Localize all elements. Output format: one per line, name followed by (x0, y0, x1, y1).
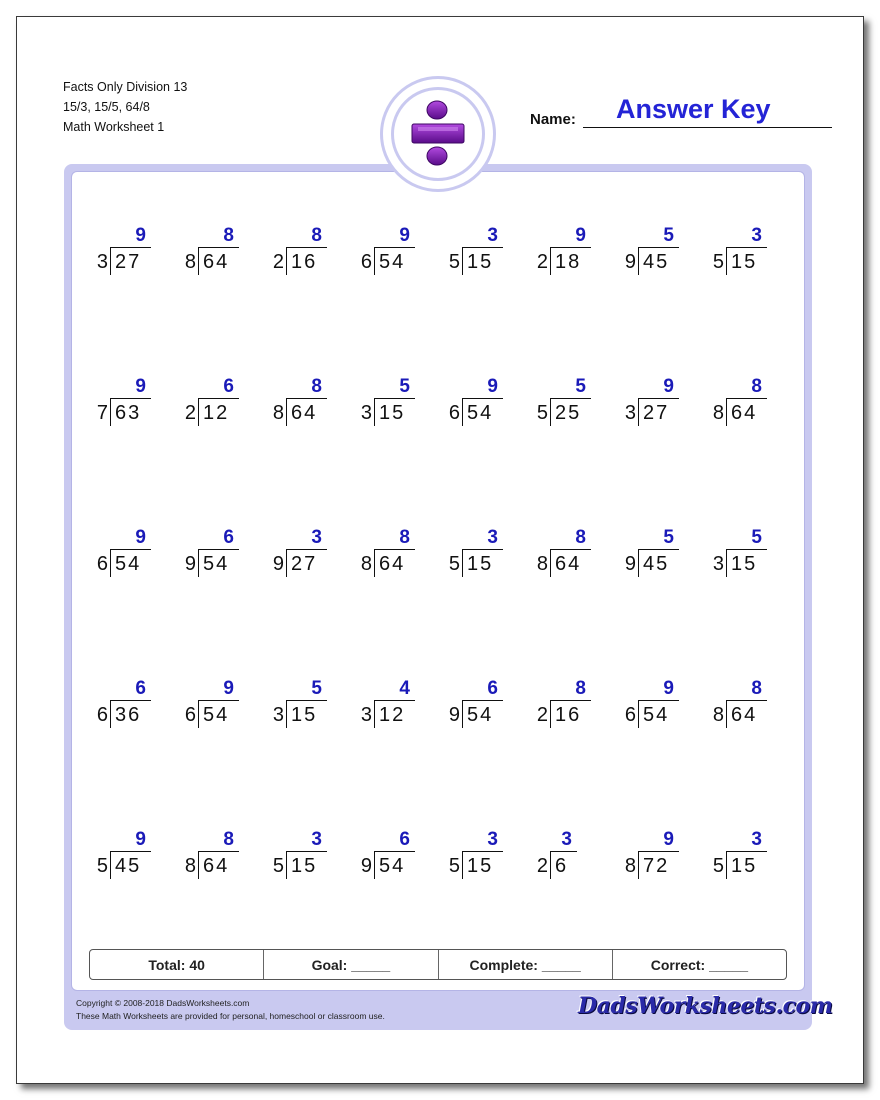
divisor: 8 (712, 402, 724, 424)
divisor: 9 (360, 855, 372, 877)
divisor: 2 (272, 251, 284, 273)
division-sign-icon (394, 90, 482, 178)
divisor: 8 (360, 553, 372, 575)
dividend: 25 (555, 402, 582, 424)
dividend: 15 (731, 553, 758, 575)
quotient-answer: 5 (663, 225, 676, 246)
division-problem (432, 829, 514, 885)
dividend: 15 (731, 251, 758, 273)
dividend: 12 (203, 402, 230, 424)
dividend: 27 (115, 251, 142, 273)
problems-frame (64, 164, 833, 1030)
quotient-answer: 9 (399, 225, 412, 246)
divisor: 2 (536, 251, 548, 273)
dividend: 64 (379, 553, 406, 575)
division-problem (256, 225, 338, 281)
quotient-answer: 8 (575, 527, 588, 548)
division-problem (432, 678, 514, 734)
quotient-answer: 9 (663, 376, 676, 397)
quotient-answer: 9 (135, 527, 148, 548)
division-problem (520, 527, 602, 583)
quotient-answer: 8 (311, 225, 324, 246)
divisor: 3 (360, 704, 372, 726)
division-problem (608, 376, 690, 432)
quotient-answer: 9 (135, 829, 148, 850)
division-problem (696, 225, 778, 281)
divisor: 9 (272, 553, 284, 575)
quotient-answer: 5 (575, 376, 588, 397)
quotient-answer: 9 (223, 678, 236, 699)
quotient-answer: 3 (311, 527, 324, 548)
dividend: 36 (115, 704, 142, 726)
divisor: 6 (360, 251, 372, 273)
divisor: 3 (360, 402, 372, 424)
quotient-answer: 9 (135, 225, 148, 246)
divisor: 6 (96, 553, 108, 575)
divisor: 8 (536, 553, 548, 575)
dividend: 64 (203, 251, 230, 273)
quotient-answer: 8 (575, 678, 588, 699)
dividend: 54 (467, 402, 494, 424)
dividend: 15 (291, 855, 318, 877)
name-label: Name: (530, 111, 576, 128)
logo-ring (391, 87, 485, 181)
dividend: 54 (467, 704, 494, 726)
division-problem (80, 678, 162, 734)
division-problem (432, 225, 514, 281)
division-problem (256, 527, 338, 583)
division-problem (344, 527, 426, 583)
quotient-answer: 6 (487, 678, 500, 699)
quotient-answer: 3 (487, 225, 500, 246)
dividend: 72 (643, 855, 670, 877)
dividend: 64 (291, 402, 318, 424)
logo-badge (380, 76, 496, 192)
dividend: 15 (467, 251, 494, 273)
divisor: 2 (184, 402, 196, 424)
quotient-answer: 5 (311, 678, 324, 699)
division-problem (520, 225, 602, 281)
division-problem (520, 678, 602, 734)
quotient-answer: 6 (223, 527, 236, 548)
division-problem (344, 829, 426, 885)
quotient-answer: 3 (487, 829, 500, 850)
footer-copyright (76, 997, 385, 1023)
dividend: 54 (379, 251, 406, 273)
dividend: 54 (203, 704, 230, 726)
dividend: 64 (203, 855, 230, 877)
worksheet-title (63, 77, 187, 137)
quotient-answer: 9 (663, 829, 676, 850)
quotient-answer: 6 (223, 376, 236, 397)
divisor: 6 (624, 704, 636, 726)
dividend: 63 (115, 402, 142, 424)
divisor: 8 (184, 855, 196, 877)
quotient-answer: 9 (487, 376, 500, 397)
divisor: 9 (184, 553, 196, 575)
dividend: 64 (731, 402, 758, 424)
division-problem (520, 829, 602, 885)
quotient-answer: 8 (223, 829, 236, 850)
quotient-answer: 5 (663, 527, 676, 548)
division-problem (520, 376, 602, 432)
quotient-answer: 3 (487, 527, 500, 548)
division-problem (696, 376, 778, 432)
division-problem (80, 829, 162, 885)
division-problem (696, 829, 778, 885)
brand-logo: DadsWorksheets.com (578, 993, 833, 1019)
dividend: 6 (555, 855, 569, 877)
divisor: 8 (184, 251, 196, 273)
name-field (530, 94, 832, 128)
dividend: 16 (555, 704, 582, 726)
quotient-answer: 3 (751, 225, 764, 246)
quotient-answer: 8 (311, 376, 324, 397)
divisor: 6 (96, 704, 108, 726)
divisor: 8 (272, 402, 284, 424)
dividend: 15 (731, 855, 758, 877)
dividend: 27 (643, 402, 670, 424)
divisor: 8 (624, 855, 636, 877)
quotient-answer: 3 (751, 829, 764, 850)
quotient-answer: 5 (399, 376, 412, 397)
divisor: 6 (184, 704, 196, 726)
divisor: 5 (712, 251, 724, 273)
name-line (583, 127, 832, 128)
division-problem (256, 678, 338, 734)
divisor: 8 (712, 704, 724, 726)
divisor: 5 (712, 855, 724, 877)
answer-key-text: Answer Key (616, 94, 771, 124)
division-problem (344, 678, 426, 734)
total-cell: Total: 40 (90, 950, 264, 979)
divisor: 5 (448, 251, 460, 273)
dividend: 18 (555, 251, 582, 273)
divisor: 7 (96, 402, 108, 424)
division-problem (608, 225, 690, 281)
divisor: 2 (536, 855, 548, 877)
title-line-3: Math Worksheet 1 (63, 120, 165, 134)
division-problem (256, 829, 338, 885)
division-problem (168, 678, 250, 734)
division-problem (80, 376, 162, 432)
divisor: 5 (448, 855, 460, 877)
dividend: 54 (115, 553, 142, 575)
divisor: 9 (448, 704, 460, 726)
division-problem (432, 527, 514, 583)
dividend: 15 (379, 402, 406, 424)
division-problem (80, 527, 162, 583)
quotient-answer: 3 (561, 829, 574, 850)
quotient-answer: 9 (575, 225, 588, 246)
dividend: 15 (467, 553, 494, 575)
division-problem (608, 829, 690, 885)
dividend: 54 (379, 855, 406, 877)
divisor: 5 (96, 855, 108, 877)
quotient-answer: 8 (751, 376, 764, 397)
score-bar (89, 949, 787, 980)
division-problem (696, 678, 778, 734)
divisor: 5 (448, 553, 460, 575)
divisor: 2 (536, 704, 548, 726)
quotient-answer: 9 (663, 678, 676, 699)
division-problem (256, 376, 338, 432)
dividend: 15 (291, 704, 318, 726)
divisor: 3 (96, 251, 108, 273)
title-line-1: Facts Only Division 13 (63, 80, 188, 94)
usage-notice: These Math Worksheets are provided for personal, homeschool or classroom use. (76, 1011, 385, 1021)
copyright-line: Copyright © 2008-2018 DadsWorksheets.com (76, 998, 250, 1008)
division-problem (432, 376, 514, 432)
divisor: 3 (624, 402, 636, 424)
division-problem (696, 527, 778, 583)
quotient-answer: 5 (751, 527, 764, 548)
quotient-answer: 6 (135, 678, 148, 699)
divisor: 3 (272, 704, 284, 726)
dividend: 64 (731, 704, 758, 726)
goal-cell: Goal: _____ (264, 950, 438, 979)
dividend: 54 (203, 553, 230, 575)
division-problem (168, 376, 250, 432)
dividend: 54 (643, 704, 670, 726)
dividend: 45 (643, 553, 670, 575)
divisor: 9 (624, 553, 636, 575)
division-problem (168, 829, 250, 885)
division-problem (608, 678, 690, 734)
dividend: 27 (291, 553, 318, 575)
quotient-answer: 8 (223, 225, 236, 246)
divisor: 5 (272, 855, 284, 877)
dividend: 16 (291, 251, 318, 273)
dividend: 45 (115, 855, 142, 877)
quotient-answer: 3 (311, 829, 324, 850)
division-problem (608, 527, 690, 583)
division-problem (80, 225, 162, 281)
division-problem (168, 527, 250, 583)
quotient-answer: 6 (399, 829, 412, 850)
divisor: 5 (536, 402, 548, 424)
title-line-2: 15/3, 15/5, 64/8 (63, 100, 150, 114)
dividend: 12 (379, 704, 406, 726)
correct-cell: Correct: _____ (650, 956, 749, 973)
division-problem (344, 376, 426, 432)
division-problem (168, 225, 250, 281)
dividend: 15 (467, 855, 494, 877)
dividend: 45 (643, 251, 670, 273)
divisor: 9 (624, 251, 636, 273)
division-problem (344, 225, 426, 281)
divisor: 3 (712, 553, 724, 575)
dividend: 64 (555, 553, 582, 575)
divisor: 6 (448, 402, 460, 424)
quotient-answer: 8 (751, 678, 764, 699)
quotient-answer: 9 (135, 376, 148, 397)
complete-cell: Complete: _____ (439, 950, 613, 979)
quotient-answer: 8 (399, 527, 412, 548)
quotient-answer: 4 (399, 678, 412, 699)
